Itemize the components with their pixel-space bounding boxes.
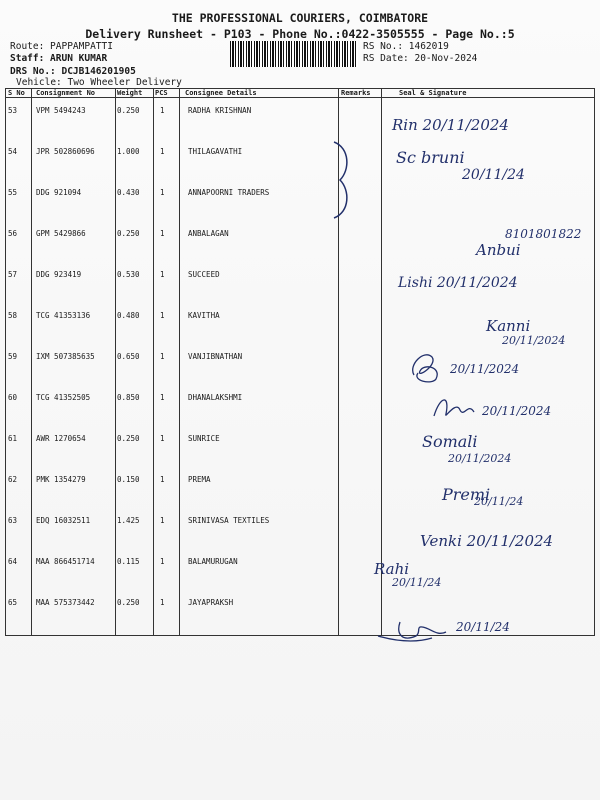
cell-weight: 0.250	[117, 229, 140, 238]
cell-sno: 57	[8, 270, 18, 279]
cell-weight: 0.480	[117, 311, 140, 320]
cell-weight: 0.530	[117, 270, 140, 279]
cell-pcs: 1	[160, 598, 165, 607]
cell-pcs: 1	[160, 188, 165, 197]
cell-weight: 1.000	[117, 147, 140, 156]
cell-consignment: DDG 923419	[36, 270, 82, 279]
cell-sno: 53	[8, 106, 18, 115]
signature-row-61-name: Somali	[422, 432, 478, 451]
cell-weight: 0.115	[117, 557, 140, 566]
signature-row-53: Rin 20/11/2024	[392, 116, 509, 134]
table-row	[5, 188, 595, 200]
signature-row-58-name: Kanni	[486, 317, 531, 335]
cell-consignment: TCG 41352505	[36, 393, 91, 402]
cell-sno: 59	[8, 352, 18, 361]
cell-pcs: 1	[160, 434, 165, 443]
cell-consignee: ANBALAGAN	[188, 229, 229, 238]
col-header-consignment: Consignment No	[36, 89, 96, 97]
signature-row-64-name: Rahi	[374, 560, 410, 578]
signature-row-57: Lishi 20/11/2024	[398, 275, 518, 291]
cell-consignment: MAA 866451714	[36, 557, 95, 566]
cell-consignment: GPM 5429866	[36, 229, 86, 238]
signature-row-56-name: Anbui	[476, 241, 521, 259]
cell-sno: 56	[8, 229, 18, 238]
table-row	[5, 434, 595, 446]
cell-consignee: RADHA KRISHNAN	[188, 106, 252, 115]
cell-consignment: DDG 921094	[36, 188, 82, 197]
signature-row-60-date: 20/11/2024	[482, 404, 552, 418]
table-row	[5, 516, 595, 528]
cell-sno: 64	[8, 557, 18, 566]
barcode-image	[230, 41, 358, 67]
cell-consignment: AWR 1270654	[36, 434, 86, 443]
signature-row-56-phone: 8101801822	[505, 227, 582, 241]
drs-number: DRS No.: DCJB146201905	[10, 66, 136, 77]
cell-sno: 61	[8, 434, 18, 443]
table-row	[5, 147, 595, 159]
runsheet-title: Delivery Runsheet - P103 - Phone No.:0422-3505555 - Page No.:5	[85, 27, 515, 41]
signature-row-54-name: Sc bruni	[396, 148, 465, 167]
cell-consignee: JAYAPRAKSH	[188, 598, 234, 607]
cell-consignee: SUNRICE	[188, 434, 220, 443]
cell-consignment: IXM 507385635	[36, 352, 95, 361]
cell-sno: 58	[8, 311, 18, 320]
signature-row-58-date: 20/11/2024	[502, 334, 566, 347]
cell-consignment: TCG 41353136	[36, 311, 91, 320]
cell-sno: 63	[8, 516, 18, 525]
signature-row-61-date: 20/11/2024	[448, 452, 512, 465]
cell-pcs: 1	[160, 106, 165, 115]
cell-pcs: 1	[160, 557, 165, 566]
table-row	[5, 557, 595, 569]
signature-row-65-date: 20/11/24	[456, 620, 510, 634]
cell-weight: 0.150	[117, 475, 140, 484]
cell-consignee: ANNAPOORNI TRADERS	[188, 188, 270, 197]
cell-weight: 0.850	[117, 393, 140, 402]
cell-consignment: EDQ 16032511	[36, 516, 91, 525]
company-title: THE PROFESSIONAL COURIERS, COIMBATORE	[171, 11, 429, 25]
cell-consignment: MAA 575373442	[36, 598, 95, 607]
signature-row-62-name: Premi	[442, 485, 491, 504]
cell-consignee: PREMA	[188, 475, 211, 484]
cell-pcs: 1	[160, 229, 165, 238]
cell-sno: 60	[8, 393, 18, 402]
cell-pcs: 1	[160, 311, 165, 320]
cell-sno: 55	[8, 188, 18, 197]
signature-row-64-date: 20/11/24	[392, 576, 442, 589]
col-header-remarks: Remarks	[341, 89, 371, 97]
signature-row-54-date: 20/11/24	[462, 167, 525, 183]
cell-sno: 65	[8, 598, 18, 607]
cell-consignee: VANJIBNATHAN	[188, 352, 243, 361]
rs-number: RS No.: 1462019	[363, 41, 449, 52]
col-header-pcs: PCS	[155, 89, 168, 97]
signature-scribble-row-65	[372, 614, 452, 648]
cell-consignee: THILAGAVATHI	[188, 147, 243, 156]
cell-consignee: SRINIVASA TEXTILES	[188, 516, 270, 525]
cell-pcs: 1	[160, 270, 165, 279]
remarks-brace-mark	[328, 140, 354, 220]
cell-weight: 0.430	[117, 188, 140, 197]
cell-weight: 0.250	[117, 434, 140, 443]
cell-weight: 1.425	[117, 516, 140, 525]
table-row	[5, 598, 595, 610]
cell-consignee: SUCCEED	[188, 270, 220, 279]
cell-pcs: 1	[160, 147, 165, 156]
signature-row-63: Venki 20/11/2024	[420, 532, 554, 550]
rs-date: RS Date: 20-Nov-2024	[363, 53, 478, 64]
cell-weight: 0.250	[117, 598, 140, 607]
cell-weight: 0.650	[117, 352, 140, 361]
col-header-sno: S No	[8, 89, 25, 97]
signature-row-59-date: 20/11/2024	[450, 362, 520, 376]
staff-label: Staff: ARUN KUMAR	[10, 53, 108, 64]
cell-pcs: 1	[160, 393, 165, 402]
cell-consignee: BALAMURUGAN	[188, 557, 238, 566]
cell-consignment: PMK 1354279	[36, 475, 86, 484]
cell-consignment: JPR 502860696	[36, 147, 95, 156]
col-header-seal-signature: Seal & Signature	[399, 89, 467, 97]
cell-consignee: KAVITHA	[188, 311, 220, 320]
route-label: Route: PAPPAMPATTI	[10, 41, 113, 52]
cell-pcs: 1	[160, 516, 165, 525]
signature-row-62-date: 20/11/24	[474, 495, 524, 508]
cell-consignment: VPM 5494243	[36, 106, 86, 115]
col-header-weight: Weight	[117, 89, 143, 97]
cell-weight: 0.250	[117, 106, 140, 115]
table-row	[5, 475, 595, 487]
cell-pcs: 1	[160, 352, 165, 361]
cell-consignee: DHANALAKSHMI	[188, 393, 243, 402]
col-header-consignee: Consignee Details	[185, 89, 257, 97]
cell-pcs: 1	[160, 475, 165, 484]
cell-sno: 62	[8, 475, 18, 484]
signature-scribble-row-60	[430, 392, 480, 422]
vehicle-label: Vehicle: Two Wheeler Delivery	[16, 77, 182, 88]
cell-sno: 54	[8, 147, 18, 156]
signature-scribble-row-59	[406, 345, 446, 387]
